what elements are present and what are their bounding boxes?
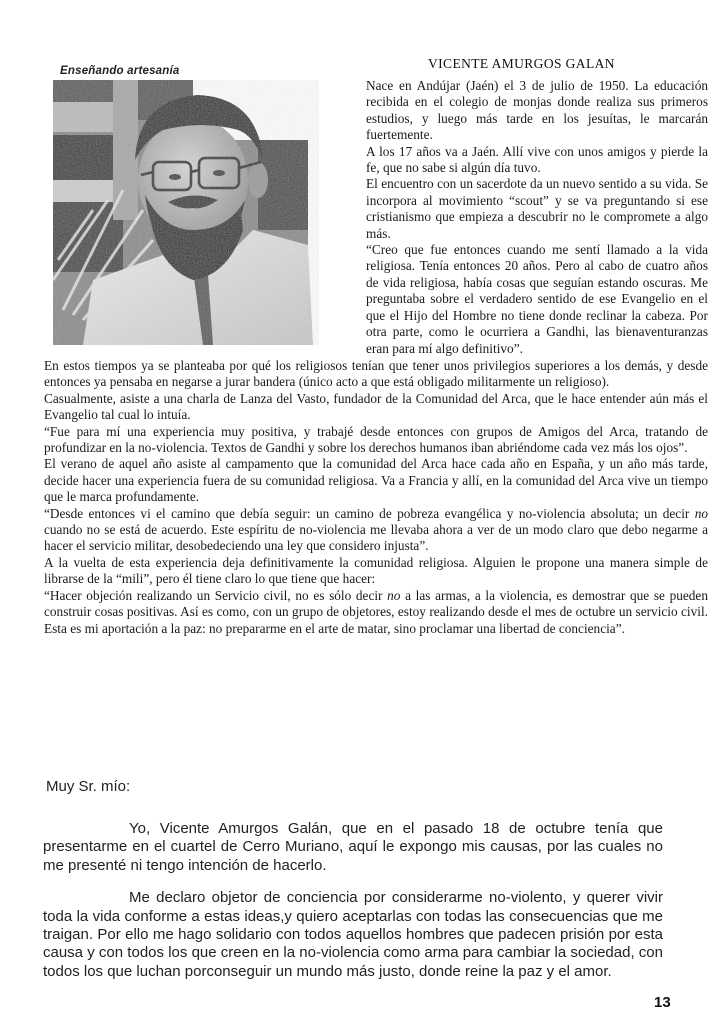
bio-paragraph: En estos tiempos ya se planteaba por qué los religiosos tenían que tener unos privilegios superiores a los demás, y desde entonces ya pensaba en negarse a jurar bandera (único acto a que está obligado militarmente un religioso).: [44, 358, 708, 390]
portrait-photo: [53, 80, 319, 345]
biography-column: [366, 78, 708, 357]
letter-salutation: Muy Sr. mío:: [46, 778, 131, 795]
emphasis-text: no: [387, 587, 401, 603]
article-title: VICENTE AMURGOS GALAN: [428, 56, 615, 71]
bio-quote-paragraph: [44, 588, 708, 637]
photo-caption: Enseñando artesanía: [60, 65, 180, 77]
bio-paragraph: A la vuelta de esta experiencia deja definitivamente la comunidad religiosa. Alguien le propone una manera simple de librarse de la “mili”, pero él tiene claro lo que tiene que hacer:: [44, 554, 708, 587]
emphasis-text: no: [694, 505, 708, 521]
text-run: “Desde entonces vi el camino que debía seguir: un camino de pobreza evangélica y no-violencia absoluta; un decir: [44, 505, 695, 521]
bio-paragraph: El verano de aquel año asiste al campamento que la comunidad del Arca hace cada año en España, y un año más tarde, decide hacer una experiencia fuera de su comunidad religiosa. Va a Francia y allí, en la comunidad del Arca vive un tiempo que le marca profundamente.: [44, 456, 708, 505]
bio-paragraph: Casualmente, asiste a una charla de Lanza del Vasto, fundador de la Comunidad del Arca, que le hace entender aún más el Evangelio tal cual lo intuía.: [44, 390, 708, 423]
page-number: 13: [654, 994, 671, 1011]
letter-paragraph: Me declaro objetor de conciencia por considerarme no-violento, y querer vivir toda la vida conforme a estas ideas,y quiero aceptarlas con todas las consecuencias que me traigan. Por ello me hago solidario con todos aquellos hombres que padecen prisión por esta causa y con todos los que creen en la no-violencia como arma para cambiar la sociedad, con todos los que luchan porconseguir un mundo más justo, donde reine la paz y el amor.: [43, 889, 663, 980]
letter-body: [43, 820, 663, 995]
text-run: a las armas, a la violencia, es demostrar que se pueden construir cosas positivas. Así es como, con un grupo de objetores, estoy realizando desde el mes de octubre un servicio civil. Esta es mi aportación a la paz: no prepararme en el arte de matar, sino proclamar una libertad de conciencia”.: [44, 587, 708, 636]
text-run: “Hacer objeción realizando un Servicio civil, no es sólo decir: [44, 587, 388, 603]
letter-paragraph: Yo, Vicente Amurgos Galán, que en el pasado 18 de octubre tenía que presentarme en el cuartel de Cerro Muriano, aquí le expongo mis causas, por las cuales no me presenté ni tengo intención de hacerlo.: [43, 820, 663, 874]
bio-quote-paragraph: [44, 506, 708, 555]
bio-paragraph: Nace en Andújar (Jaén) el 3 de julio de 1950. La educación recibida en el colegio de monjas donde realiza sus primeros estudios, y luego más tarde en los jesuítas, le marcarán fuertemente.: [366, 78, 708, 143]
text-run: cuando no se está de acuerdo. Este espíritu de no-violencia me llevaba ahora a ver de un modo claro que debo negarme a hacer el servicio militar, desobedeciendo una ley que considero injusta”.: [44, 522, 708, 554]
bio-paragraph: “Fue para mí una experiencia muy positiva, y trabajé desde entonces con grupos de Amigos del Arca, tratando de profundizar en la no-violencia. Textos de Gandhi y sobre los derechos humanos iban abriéndome cada vez más los ojos”.: [44, 423, 708, 456]
bio-paragraph: A los 17 años va a Jaén. Allí vive con unos amigos y pierde la fe, que no sabe si algún día tuvo.: [366, 143, 708, 176]
bio-paragraph: El encuentro con un sacerdote da un nuevo sentido a su vida. Se incorpora al movimiento “scout” y se va preguntando si ese cristianismo que empieza a descubrir no le compromete a algo más.: [366, 176, 708, 241]
bio-paragraph: “Creo que fue entonces cuando me sentí llamado a la vida religiosa. Tenía entonces 20 años. Pero al cabo de cuatro años de vida religiosa, había cosas que seguían estando oscuras. Me preguntaba sobre el verdadero sentido de ese Evangelio en el que el Hijo del Hombre no tiene donde reclinar la cabeza. Por otra parte, como le ocurriera a Gandhi, las bienaventuranzas eran para mí algo definitivo”.: [366, 242, 708, 356]
biography-full-width: [44, 358, 708, 637]
portrait-image: [53, 80, 319, 345]
